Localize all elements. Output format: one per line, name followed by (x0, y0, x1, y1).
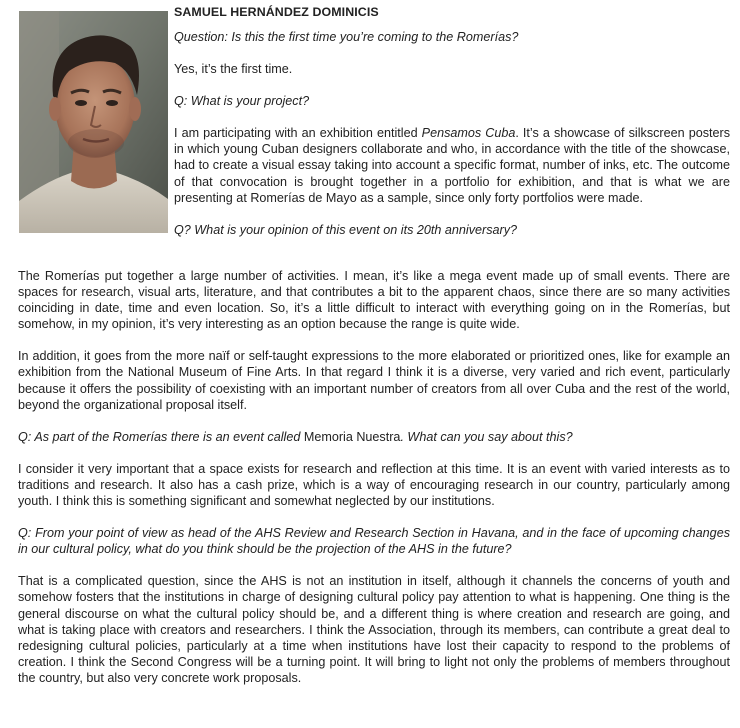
interviewee-name: SAMUEL HERNÁNDEZ DOMINICIS (174, 5, 379, 19)
question-5: Q: From your point of view as head of the AHS Review and Research Section in Havana, and in the face of upcoming changes in our cultural policy, what do you think should be the projection of the AHS in the future? (18, 526, 730, 557)
question-3: Q? What is your opinion of this event on its 20th anniversary? (174, 222, 518, 237)
question-2: Q: What is your project? (174, 94, 310, 109)
question-4 (18, 429, 730, 445)
event-name: Memoria Nuestra (303, 429, 401, 444)
answer-2-text-a: I am participating with an exhibition entitled (174, 126, 422, 141)
intro-column (174, 0, 730, 254)
question-4-text-b: . What can you say about this? (400, 429, 573, 444)
answer-4: I consider it very important that a space exists for research and reflection at this time. It is an event with varied interests as to traditions and research. It also has a cash prize, which is a way of encouraging research in our country, particularly among youth. I think this is something significant and somewhat neglected by our institutions. (18, 461, 730, 509)
question-1: Question: Is this the first time you’re coming to the Romerías? (174, 30, 519, 44)
answer-5: That is a complicated question, since the AHS is not an institution in itself, although it channels the concerns of youth and somehow fosters that the institutions in charge of designing cultural policy pay attention to what is happening. One thing is the general discourse on what the cultural policy should be, and a different thing is where creation and research are going, and what is taking place with creators and researchers. I think the Association, through its members, can contribute a great deal to redesigning cultural policies, particularly at a time when institutions have lost their capacity to respond to the problems of creation. I think the Second Congress will be a turning point. It will bring to light not only the problems of members throughout the country, but also very concrete work proposals. (18, 574, 730, 685)
answer-2 (174, 125, 730, 205)
answer-3b: In addition, it goes from the more naïf or self-taught expressions to the more elaborated or prioritized ones, like for example an exhibition from the National Museum of Fine Arts. In that regard I think it is a diverse, very varied and rich event, particularly because it offers the possibility of coexisting with an important number of creators from all over Cuba and the rest of the world, beyond the organizational proposal itself. (18, 349, 730, 412)
body-text (18, 268, 730, 702)
answer-3a: The Romerías put together a large number of activities. I mean, it’s like a mega event made up of small events. There are spaces for research, visual arts, literature, and that contributes a bit to the apparent chaos, since there are so many activities coinciding in date, time and even location. So, it’s a little difficult to interact with everything going on in the Romerías, but somehow, in my opinion, it’s very interesting as an option because the range is quite wide. (18, 269, 730, 332)
answer-1: Yes, it’s the first time. (174, 62, 293, 77)
question-4-text-a: Q: As part of the Romerías there is an event called (18, 429, 304, 444)
portrait-photo (19, 11, 168, 233)
portrait-image (19, 11, 168, 233)
exhibition-title: Pensamos Cuba (421, 126, 516, 141)
answer-2-text-b: . It’s a showcase of silkscreen posters in which young Cuban designers collaborate and who, in accordance with the title of the showcase, had to create a visual essay taking into account a specific format, number of inks, etc. The outcome of that convocation is brought together in a portfolio for exhibition, and that is what we are presenting at Romerías de Mayo as a sample, since only forty portfolios were made. (174, 126, 730, 205)
